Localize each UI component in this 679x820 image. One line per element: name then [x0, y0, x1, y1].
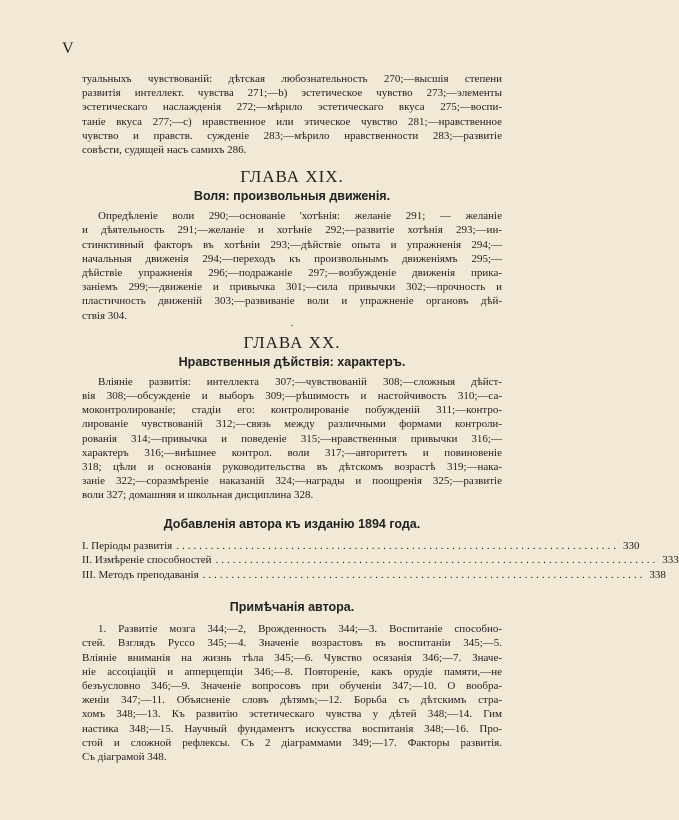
toc-label: II. Измѣреніе способностей	[82, 554, 212, 567]
text-line: 318; цѣли и основанія руководительства въ дѣтскомъ возрастѣ 319;—нака-	[82, 461, 502, 474]
chapter-20-subtitle: Нравственныя дѣйствія: характеръ.	[178, 354, 406, 369]
chapter-20-summary	[82, 375, 502, 503]
text-line: моконтролированіе; стадіи его: контролированіе побужденій 311;—контро-	[82, 404, 502, 417]
text-line: рованія 314;—привычка и поведеніе 315;—нравственныя привычки 316;—	[82, 432, 502, 445]
top-paragraph	[82, 72, 502, 157]
text-line: стей. Взглядъ Руссо 345;—4. Значеніе возрастовъ въ воспитаніи 345;—5.	[82, 637, 502, 650]
toc-page: 338	[649, 568, 666, 581]
chapter-20-title: ГЛАВА XX.	[243, 332, 341, 352]
chapter-19-subtitle: Воля: произвольныя движенія.	[193, 189, 391, 204]
text-line: пластичность движеній 303;—развиваніе воли и упражненіе органовъ дѣй-	[82, 295, 502, 308]
text-line: лированіе чувствованій 312;—связь между различными формами контроли-	[82, 418, 502, 431]
text-line: эстетическаго наслажденія 272;—мѣрило эстетическаго вкуса 275;—воспи-	[82, 101, 502, 114]
additions-title: Добавленія автора къ изданію 1894 года.	[163, 516, 421, 531]
text-line: воли 327; домашняя и школьная дисциплина 328.	[82, 489, 314, 502]
text-line: стой и сложной рефлексы. Съ 2 діаграммами 349;—17. Факторы развитія.	[82, 736, 502, 749]
text-line: настика 348;—15. Научный фундаментъ искусства воспитанія 348;—16. Про-	[82, 722, 502, 735]
page-content	[82, 72, 679, 764]
text-line: женіи 347;—11. Объясненіе словъ дѣтямъ;—12. Борьба съ дѣтскимъ стра-	[82, 694, 502, 707]
text-line: туальныхъ чувствованій: дѣтская любознательность 270;—высшія степени	[82, 73, 502, 85]
text-line: вія 308;—обсужденіе и выборъ 309;—рѣшимость и настойчивость 310;—са-	[82, 390, 502, 403]
text-line: характеръ 316;—внѣшнее контрол. воли 317;—авторитетъ и повиновеніе	[82, 446, 502, 459]
text-line: Вліяніе вниманія на жизнь тѣла 345;—6. Чувство осязанія 346;—7. Значе-	[82, 651, 502, 664]
chapter-19-title: ГЛАВА XIX.	[240, 167, 344, 187]
text-line: таніе вкуса 277;—c) нравственное или этическое чувство 281;—нравственное	[82, 115, 502, 128]
text-line: 1. Развитіе мозга 344;—2, Врожденность 344;—3. Воспитаніе способно-	[98, 623, 502, 636]
notes-title: Примѣчанія автора.	[229, 600, 355, 615]
text-line: заніе 322;—соразмѣреніе наказаній 324;—награды и поощренія 325;—развитіе	[82, 475, 502, 488]
text-line: развитія интеллект. чувства 271;—b) эстетическое чувство 273;—элементы	[82, 87, 502, 100]
toc-row	[82, 553, 679, 568]
text-line: и дѣятельность 291;—желаніе и хотѣніе 292;—развитіе хотѣнія 293;—ин-	[82, 224, 502, 237]
text-line: ніе ассоціацій и апперцепціи 346;—8. Повтореніе, какъ орудіе памяти,—не	[82, 665, 502, 678]
toc-leader: .............................................................................	[176, 539, 619, 552]
notes-paragraph	[82, 622, 502, 764]
toc-row	[82, 568, 666, 583]
toc-label: I. Періоды развитія	[82, 539, 173, 552]
toc-leader: .............................................................................	[215, 554, 659, 567]
text-line: Съ діаграмой 348.	[82, 751, 167, 763]
ornament-dot: ·	[290, 320, 294, 332]
chapter-19-summary	[82, 209, 502, 323]
text-line: Опредѣленіе воли 290;—основаніе 'хотѣнія: желаніе 291; — желаніе	[98, 210, 502, 223]
text-line: стинктивный факторъ въ хотѣніи 293;—дѣйствіе опыта и упражненія 294;—	[82, 238, 502, 251]
page-folio: V	[62, 40, 74, 57]
text-line: ствія 304.	[82, 309, 127, 322]
text-line: безъусловно 346;—9. Значеніе вопросовъ при обученіи 347;—10. О вообра-	[82, 679, 502, 692]
text-line: Вліяніе развитія: интеллекта 307;—чувствованій 308;—сложныя дѣйст-	[98, 375, 502, 388]
text-line: совѣсти, судящей насъ самихъ 286.	[82, 144, 247, 157]
text-line: хомъ 348;—13. Къ развитію эстетическаго чувства у дѣтей 348;—14. Гим	[82, 708, 502, 721]
additions-list	[82, 539, 679, 583]
text-line: заніемъ 299;—движеніе и привычка 301;—сила привычки 302;—прочность и	[82, 281, 502, 294]
text-line: чувство и правств. сужденіе 283;—мѣрило нравственности 283;—развитіе	[82, 129, 502, 142]
toc-page: 333	[662, 554, 679, 567]
toc-row	[82, 539, 640, 554]
toc-label: III. Методъ преподаванія	[82, 568, 199, 581]
text-line: дѣйствіе упражненія 296;—подражаніе 297;—возбужденіе движенія прика-	[82, 267, 502, 280]
toc-page: 330	[622, 539, 640, 552]
toc-leader: .............................................................................	[202, 568, 646, 581]
text-line: начальныя движенія 294;—переходъ къ произвольнымъ движеніямъ 295;—	[82, 252, 502, 265]
